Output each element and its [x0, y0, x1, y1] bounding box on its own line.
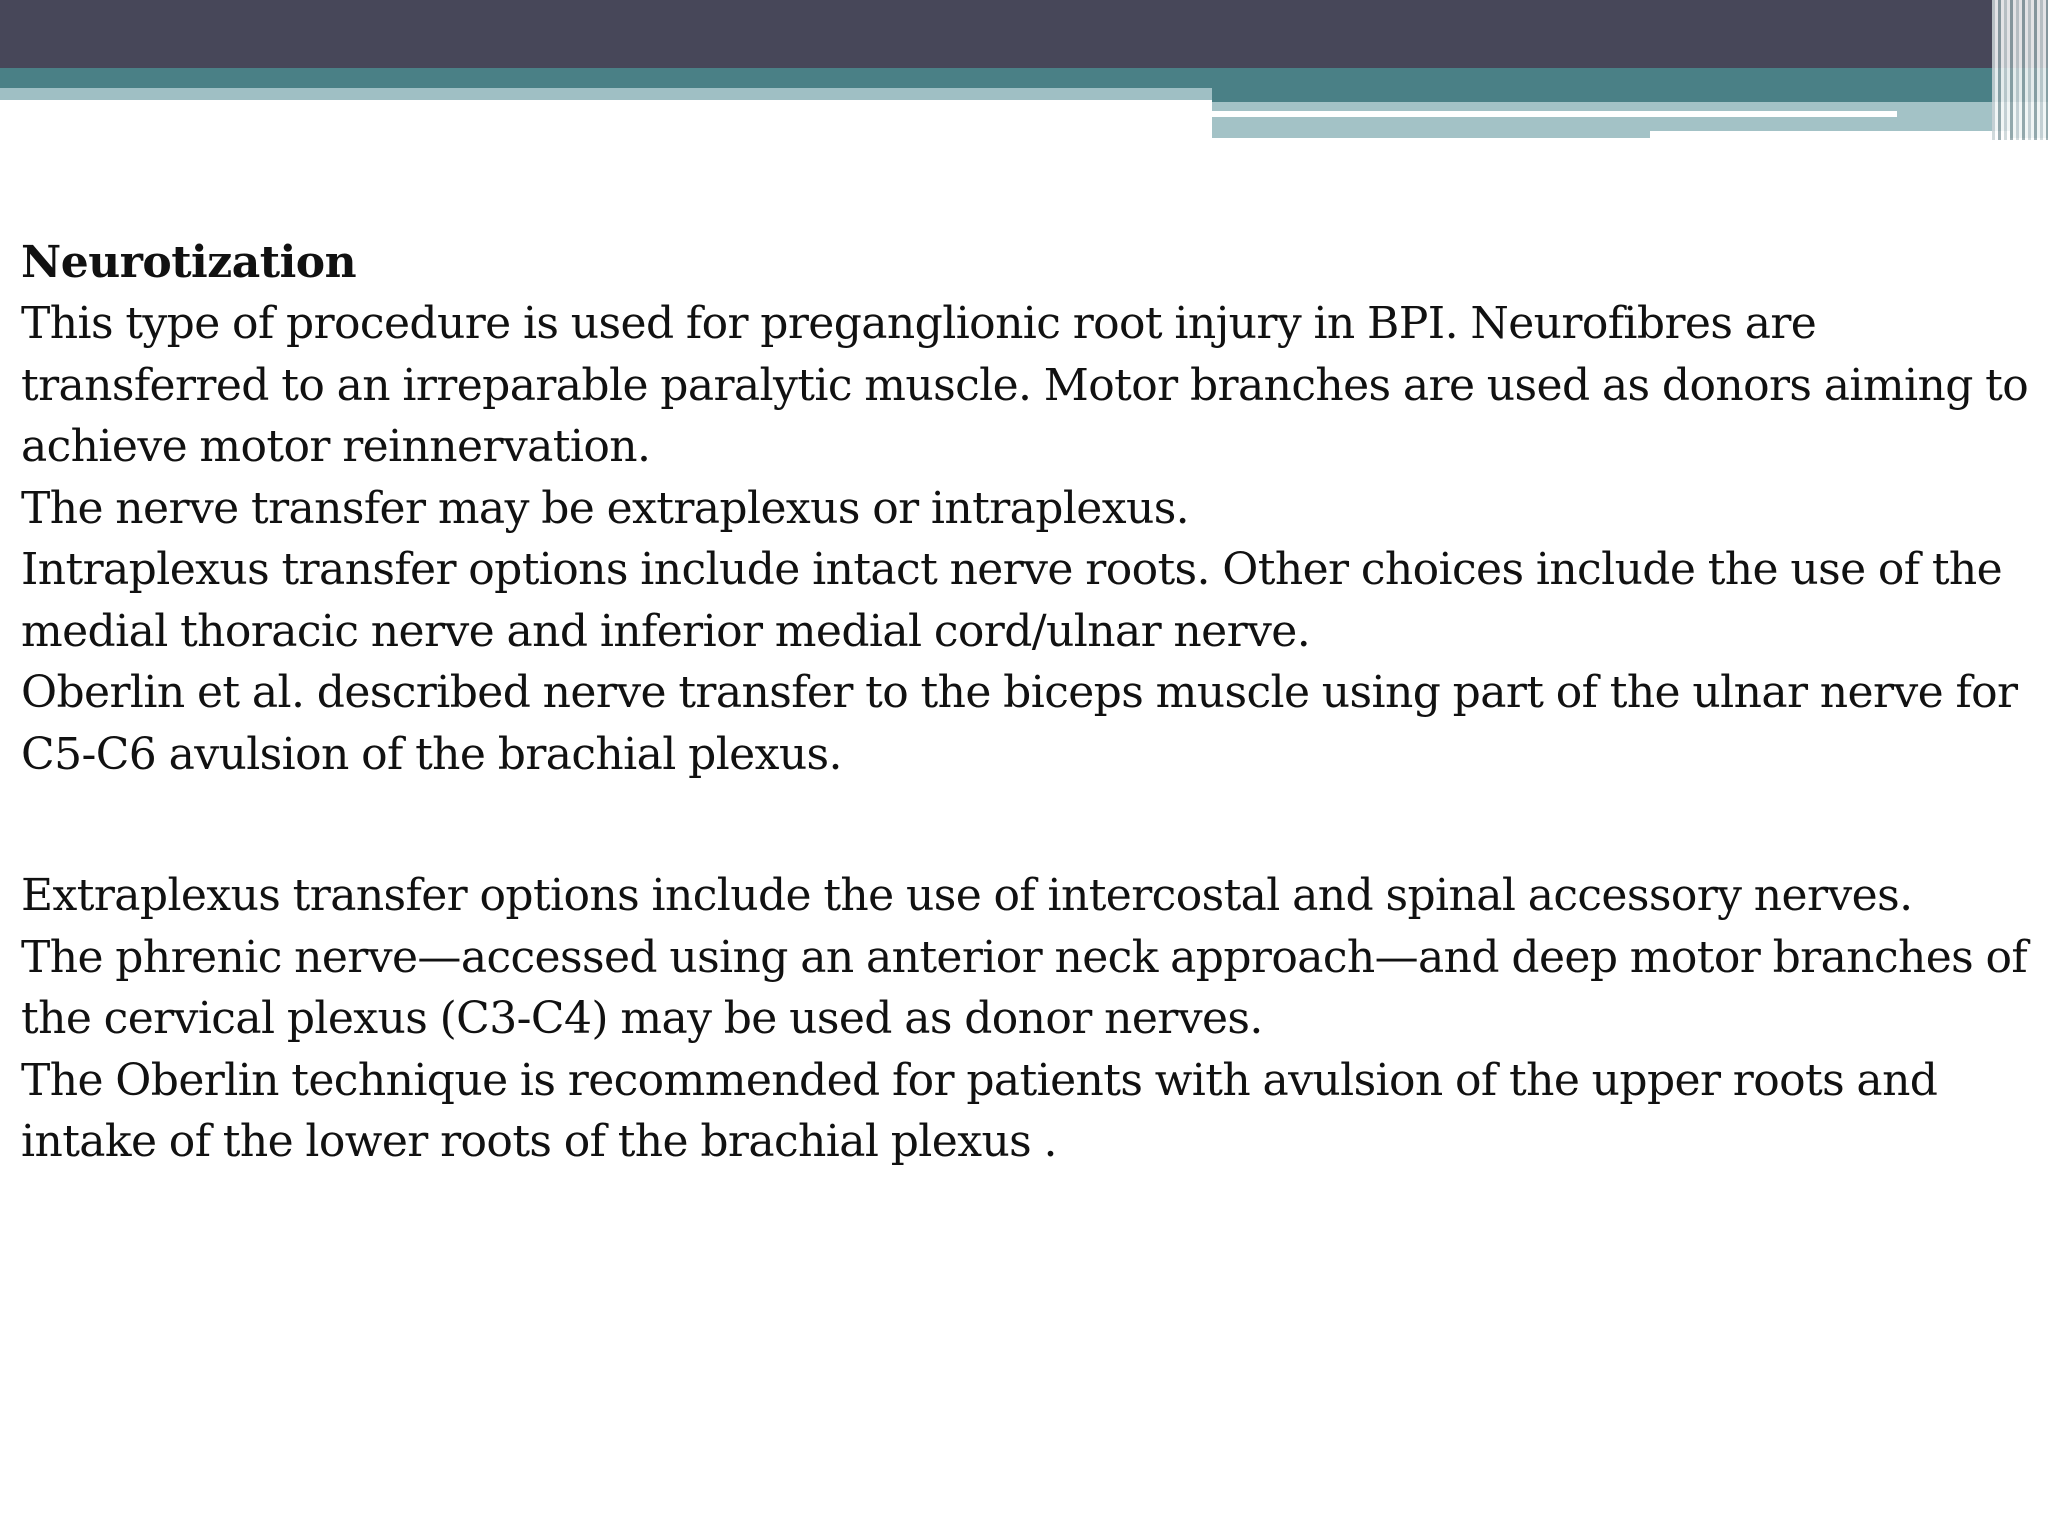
header-white-line-lower — [1650, 131, 2010, 138]
header-teal-bar-left — [0, 68, 1212, 88]
paragraph-phrenic: The phrenic nerve—accessed using an anterior neck approach—and deep motor branches of the cervical plexus (C3-C4) may be used as donor nerves. — [21, 931, 2028, 1044]
header-teal-bar-right — [1212, 68, 2048, 102]
paragraph-intraplexus: Intraplexus transfer options include intact nerve roots. Other choices include the use of the medial thoracic nerve and inferior medial cord/ulnar nerve. — [21, 544, 2003, 657]
slide-header-band — [0, 0, 2048, 140]
slide-title: Neurotization — [21, 237, 357, 288]
paragraph-oberlin-technique: The Oberlin technique is recommended for patients with avulsion of the upper roots and intake of the lower roots of the brachial plexus . — [21, 1054, 1938, 1167]
header-white-line — [1212, 111, 1897, 117]
paragraph-extraplexus: Extraplexus transfer options include the use of intercostal and spinal accessory nerves. — [21, 870, 1913, 921]
paragraph-spacer — [21, 785, 2031, 865]
header-dark-bar — [0, 0, 2048, 68]
header-light-bar-left — [0, 88, 1212, 100]
paragraph-transfer-types: The nerve transfer may be extraplexus or intraplexus. — [21, 482, 1190, 534]
paragraph-preganglionic: This type of procedure is used for preganglionic root injury in BPI. Neurofibres are transferred to an irreparable paralytic muscle. Motor branches are used as donors aiming to achieve motor reinnervation. — [21, 298, 2029, 472]
slide-body — [21, 232, 2031, 1173]
paragraph-oberlin: Oberlin et al. described nerve transfer to the biceps muscle using part of the ulnar nerve for C5-C6 avulsion of the brachial plexus. — [21, 667, 2018, 780]
header-stripe-decoration — [1992, 0, 2048, 140]
